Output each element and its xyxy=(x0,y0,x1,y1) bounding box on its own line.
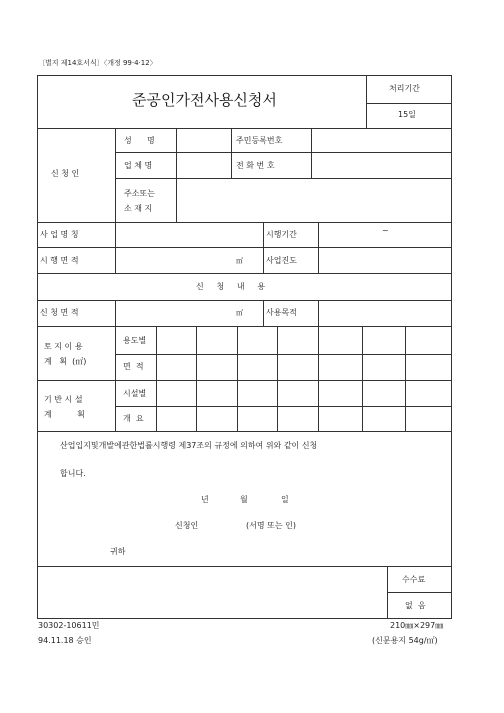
project-area-unit: ㎡ xyxy=(236,257,243,265)
paper-spec: (신문용지 54g/㎡) xyxy=(372,636,438,645)
project-area-label: 시 행 면 적 xyxy=(40,256,79,265)
rule xyxy=(115,300,116,431)
rule xyxy=(37,273,451,274)
resident-number-field[interactable] xyxy=(315,131,449,149)
request-content-label: 신 청 내 용 xyxy=(196,282,266,291)
request-area-unit: ㎡ xyxy=(236,309,243,317)
border-right xyxy=(451,75,452,619)
rule xyxy=(156,326,157,431)
infrastructure-label-line2: 계 획 xyxy=(44,410,85,419)
rule xyxy=(237,326,238,431)
date-day-label: 일 xyxy=(281,495,289,504)
rule xyxy=(176,128,177,222)
land-use-row2-label: 면 적 xyxy=(123,362,144,371)
rule xyxy=(37,300,451,301)
phone-field[interactable] xyxy=(315,156,449,174)
project-progress-field[interactable] xyxy=(322,251,448,271)
fee-label: 수수료 xyxy=(402,575,426,584)
request-purpose-label: 사용목적 xyxy=(266,308,297,317)
rule xyxy=(263,300,264,326)
rule xyxy=(37,431,451,432)
rule xyxy=(115,222,116,273)
land-use-plan-label-line1: 토 지 이 용 xyxy=(44,342,83,351)
rule xyxy=(231,128,232,178)
project-name-label: 사 업 명 칭 xyxy=(40,230,79,239)
request-area-label: 신 청 면 적 xyxy=(40,308,79,317)
infrastructure-row2-label: 개 요 xyxy=(123,414,144,423)
rule xyxy=(37,326,451,327)
infrastructure-row1-label: 시설별 xyxy=(123,389,147,398)
name-label: 성 명 xyxy=(124,136,155,145)
resident-number-label: 주민등록번호 xyxy=(236,136,283,145)
form-code: 30302-10611민 xyxy=(38,621,100,630)
rule xyxy=(311,128,312,178)
rule xyxy=(37,222,451,223)
infrastructure-label-line1: 기 반 시 설 xyxy=(44,395,83,404)
approval-date: 94.11.18 승인 xyxy=(38,636,92,645)
rule xyxy=(115,152,451,153)
rule xyxy=(318,326,319,431)
form-number: 〔별지 제14호서식〕〈개정 99·4·12〉 xyxy=(38,59,157,67)
project-progress-label: 사업진도 xyxy=(266,256,297,265)
project-period-label: 시행기간 xyxy=(266,230,297,239)
date-month-label: 월 xyxy=(240,495,248,504)
rule xyxy=(318,222,319,273)
address-label-line2: 소 재 지 xyxy=(124,204,153,213)
rule xyxy=(318,300,319,326)
form-title: 준공인가전사용신청서 xyxy=(132,91,277,109)
declaration-text-line2: 합니다. xyxy=(60,469,86,478)
fee-value: 없 음 xyxy=(405,601,426,610)
rule xyxy=(366,103,451,104)
address-label-line1: 주소또는 xyxy=(124,189,155,198)
rule xyxy=(263,222,264,273)
project-area-field[interactable] xyxy=(119,251,231,271)
paper-size: 210㎜×297㎜ xyxy=(390,621,444,630)
rule xyxy=(115,128,116,222)
date-year-label: 년 xyxy=(201,495,209,504)
border-top xyxy=(37,75,452,76)
rule xyxy=(362,326,363,431)
rule xyxy=(37,566,451,567)
period-separator: ~ xyxy=(382,226,389,235)
request-purpose-field[interactable] xyxy=(322,303,448,323)
request-area-field[interactable] xyxy=(119,303,231,323)
company-label: 업 체 명 xyxy=(124,161,153,170)
rule xyxy=(387,566,388,618)
border-bottom xyxy=(37,618,452,619)
phone-label: 전 화 번 호 xyxy=(236,161,275,170)
rule xyxy=(37,128,451,129)
project-name-field[interactable] xyxy=(119,225,261,245)
land-use-row1-label: 용도별 xyxy=(123,336,147,345)
name-field[interactable] xyxy=(181,131,229,149)
rule xyxy=(196,326,197,431)
rule xyxy=(387,592,451,593)
rule xyxy=(115,178,451,179)
rule xyxy=(277,326,278,431)
signature-note: (서명 또는 인) xyxy=(246,521,296,530)
processing-period-value: 15일 xyxy=(398,110,416,119)
addressee: 귀하 xyxy=(110,547,126,556)
applicant-signature-label: 신청인 xyxy=(175,521,199,530)
rule xyxy=(115,354,451,355)
applicant-section-label: 신 청 인 xyxy=(51,169,80,178)
land-use-plan-label-line2: 계 획 (㎡) xyxy=(44,357,87,366)
border-left xyxy=(37,75,38,619)
rule xyxy=(115,406,451,407)
address-field[interactable] xyxy=(181,182,449,218)
rule xyxy=(366,75,367,128)
rule xyxy=(37,247,451,248)
rule xyxy=(405,326,406,431)
processing-period-label: 처리기간 xyxy=(389,84,420,93)
company-field[interactable] xyxy=(181,156,229,174)
declaration-text-line1: 산업입지및개발에관한법률시행령 제37조의 규정에 의하여 위와 같이 신청 xyxy=(60,441,318,450)
rule xyxy=(37,380,451,381)
